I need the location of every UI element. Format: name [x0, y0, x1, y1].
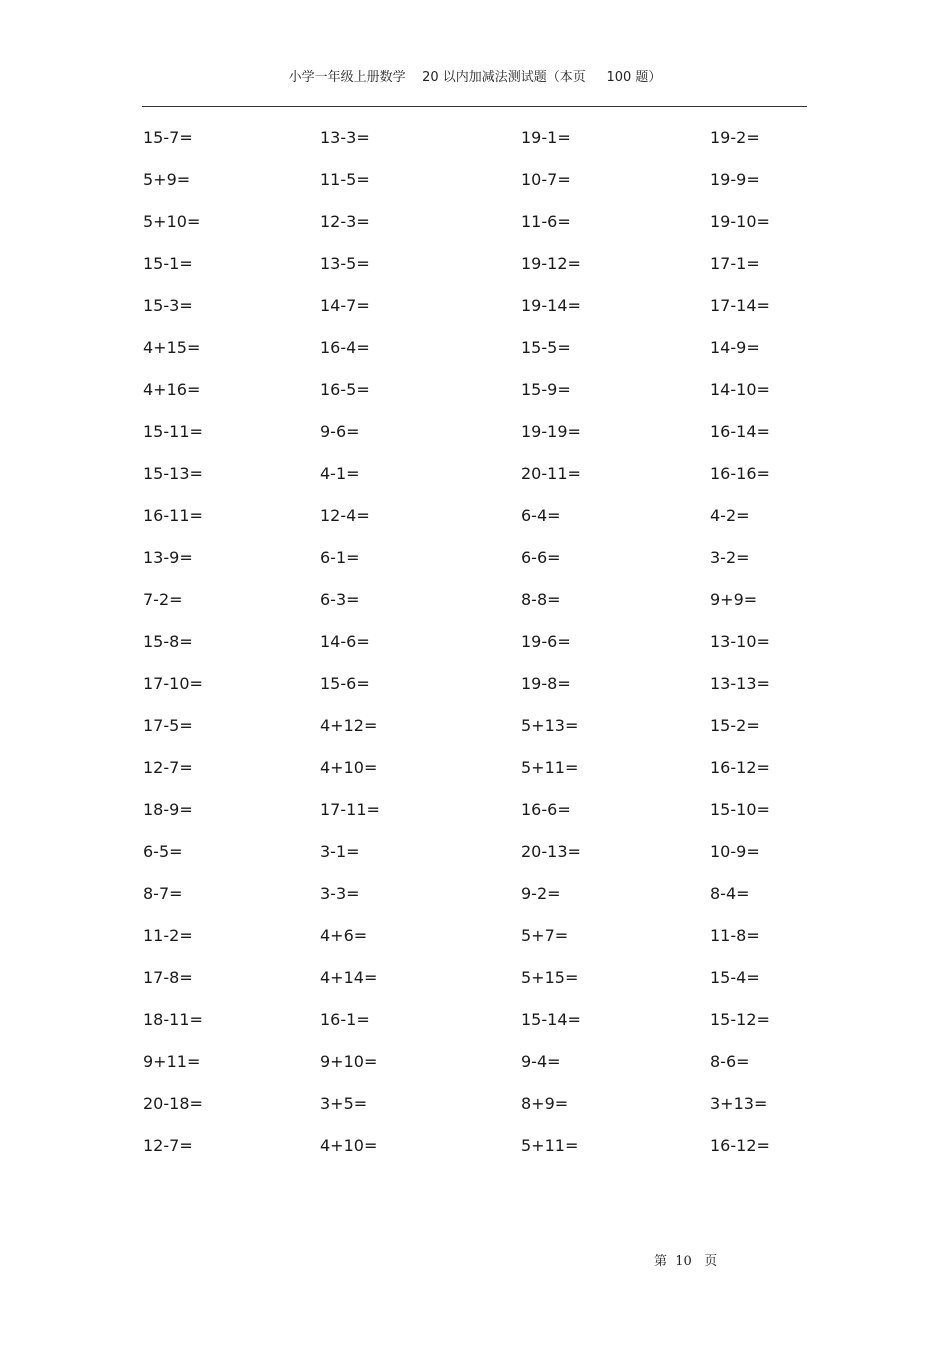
math-problem: 14-6=	[320, 632, 370, 651]
math-problem: 8-4=	[710, 884, 750, 903]
math-problem: 4+10=	[320, 1136, 378, 1155]
math-problem: 5+15=	[521, 968, 579, 987]
problem-row	[0, 672, 950, 714]
math-problem: 15-11=	[143, 422, 203, 441]
math-problem: 16-12=	[710, 758, 770, 777]
math-problem: 9+9=	[710, 590, 758, 609]
math-problem: 12-3=	[320, 212, 370, 231]
math-problem: 6-1=	[320, 548, 360, 567]
math-problem: 14-7=	[320, 296, 370, 315]
math-problem: 15-5=	[521, 338, 571, 357]
math-problem: 5+9=	[143, 170, 191, 189]
math-problem: 4+12=	[320, 716, 378, 735]
math-problem: 15-1=	[143, 254, 193, 273]
math-problem: 16-6=	[521, 800, 571, 819]
math-problem: 5+11=	[521, 1136, 579, 1155]
math-problem: 6-3=	[320, 590, 360, 609]
math-problem: 19-2=	[710, 128, 760, 147]
math-problem: 14-10=	[710, 380, 770, 399]
math-problem: 4+10=	[320, 758, 378, 777]
math-problem: 3-2=	[710, 548, 750, 567]
problem-row	[0, 588, 950, 630]
problem-row	[0, 504, 950, 546]
math-problem: 17-8=	[143, 968, 193, 987]
math-problem: 14-9=	[710, 338, 760, 357]
math-problem: 9-6=	[320, 422, 360, 441]
problem-row	[0, 378, 950, 420]
math-problem: 5+13=	[521, 716, 579, 735]
math-problem: 5+11=	[521, 758, 579, 777]
math-problem: 9+11=	[143, 1052, 201, 1071]
math-problem: 13-9=	[143, 548, 193, 567]
math-problem: 17-10=	[143, 674, 203, 693]
math-problem: 9+10=	[320, 1052, 378, 1071]
math-problem: 19-8=	[521, 674, 571, 693]
math-problem: 8-6=	[710, 1052, 750, 1071]
math-problem: 6-4=	[521, 506, 561, 525]
problem-row	[0, 294, 950, 336]
math-problem: 16-12=	[710, 1136, 770, 1155]
math-problem: 3+5=	[320, 1094, 368, 1113]
problem-row	[0, 882, 950, 924]
math-problem: 16-5=	[320, 380, 370, 399]
problem-row	[0, 840, 950, 882]
math-problem: 13-10=	[710, 632, 770, 651]
math-problem: 13-5=	[320, 254, 370, 273]
math-problem: 16-11=	[143, 506, 203, 525]
problem-row	[0, 1008, 950, 1050]
math-problem: 6-5=	[143, 842, 183, 861]
math-problem: 15-8=	[143, 632, 193, 651]
math-problem: 11-8=	[710, 926, 760, 945]
problem-row	[0, 336, 950, 378]
math-problem: 5+7=	[521, 926, 569, 945]
math-problem: 16-16=	[710, 464, 770, 483]
math-problem: 4-2=	[710, 506, 750, 525]
math-problem: 15-13=	[143, 464, 203, 483]
header-divider	[142, 106, 807, 107]
math-problem: 11-5=	[320, 170, 370, 189]
problem-row	[0, 210, 950, 252]
math-problem: 4+6=	[320, 926, 368, 945]
math-problem: 9-2=	[521, 884, 561, 903]
math-problem: 8-8=	[521, 590, 561, 609]
problem-row	[0, 252, 950, 294]
math-problem: 19-14=	[521, 296, 581, 315]
math-problem: 20-13=	[521, 842, 581, 861]
problem-row	[0, 1134, 950, 1176]
math-problem: 18-9=	[143, 800, 193, 819]
problem-row	[0, 420, 950, 462]
math-problem: 16-1=	[320, 1010, 370, 1029]
problem-row	[0, 126, 950, 168]
math-problem: 19-9=	[710, 170, 760, 189]
page-number: 第 10 页	[654, 1254, 718, 1269]
problem-row	[0, 462, 950, 504]
math-problem: 15-2=	[710, 716, 760, 735]
problem-row	[0, 756, 950, 798]
math-problem: 20-11=	[521, 464, 581, 483]
math-problem: 6-6=	[521, 548, 561, 567]
math-problem: 3+13=	[710, 1094, 768, 1113]
math-problem: 4+14=	[320, 968, 378, 987]
math-problem: 8-7=	[143, 884, 183, 903]
problem-row	[0, 546, 950, 588]
page-header: 小学一年级上册数学 20 以内加减法测试题（本页 100 题）	[288, 70, 662, 85]
math-problem: 19-1=	[521, 128, 571, 147]
math-problem: 15-4=	[710, 968, 760, 987]
problem-grid	[0, 126, 950, 1176]
problem-row	[0, 1050, 950, 1092]
math-problem: 17-5=	[143, 716, 193, 735]
math-problem: 12-4=	[320, 506, 370, 525]
math-problem: 15-9=	[521, 380, 571, 399]
problem-row	[0, 630, 950, 672]
math-problem: 4+16=	[143, 380, 201, 399]
math-problem: 15-7=	[143, 128, 193, 147]
math-problem: 12-7=	[143, 1136, 193, 1155]
math-problem: 4+15=	[143, 338, 201, 357]
math-problem: 7-2=	[143, 590, 183, 609]
problem-row	[0, 966, 950, 1008]
math-problem: 19-12=	[521, 254, 581, 273]
math-problem: 16-4=	[320, 338, 370, 357]
math-problem: 10-7=	[521, 170, 571, 189]
math-problem: 18-11=	[143, 1010, 203, 1029]
math-problem: 4-1=	[320, 464, 360, 483]
math-problem: 8+9=	[521, 1094, 569, 1113]
math-problem: 10-9=	[710, 842, 760, 861]
math-problem: 5+10=	[143, 212, 201, 231]
math-problem: 19-10=	[710, 212, 770, 231]
math-problem: 19-19=	[521, 422, 581, 441]
math-problem: 19-6=	[521, 632, 571, 651]
math-problem: 3-3=	[320, 884, 360, 903]
math-problem: 3-1=	[320, 842, 360, 861]
math-problem: 17-14=	[710, 296, 770, 315]
math-problem: 11-2=	[143, 926, 193, 945]
math-problem: 13-3=	[320, 128, 370, 147]
math-problem: 15-10=	[710, 800, 770, 819]
math-problem: 12-7=	[143, 758, 193, 777]
problem-row	[0, 924, 950, 966]
math-problem: 20-18=	[143, 1094, 203, 1113]
math-problem: 13-13=	[710, 674, 770, 693]
problem-row	[0, 714, 950, 756]
problem-row	[0, 798, 950, 840]
problem-row	[0, 1092, 950, 1134]
math-problem: 15-3=	[143, 296, 193, 315]
math-problem: 16-14=	[710, 422, 770, 441]
math-problem: 15-14=	[521, 1010, 581, 1029]
math-problem: 15-12=	[710, 1010, 770, 1029]
math-problem: 11-6=	[521, 212, 571, 231]
math-problem: 17-1=	[710, 254, 760, 273]
math-problem: 9-4=	[521, 1052, 561, 1071]
math-problem: 17-11=	[320, 800, 380, 819]
math-problem: 15-6=	[320, 674, 370, 693]
problem-row	[0, 168, 950, 210]
